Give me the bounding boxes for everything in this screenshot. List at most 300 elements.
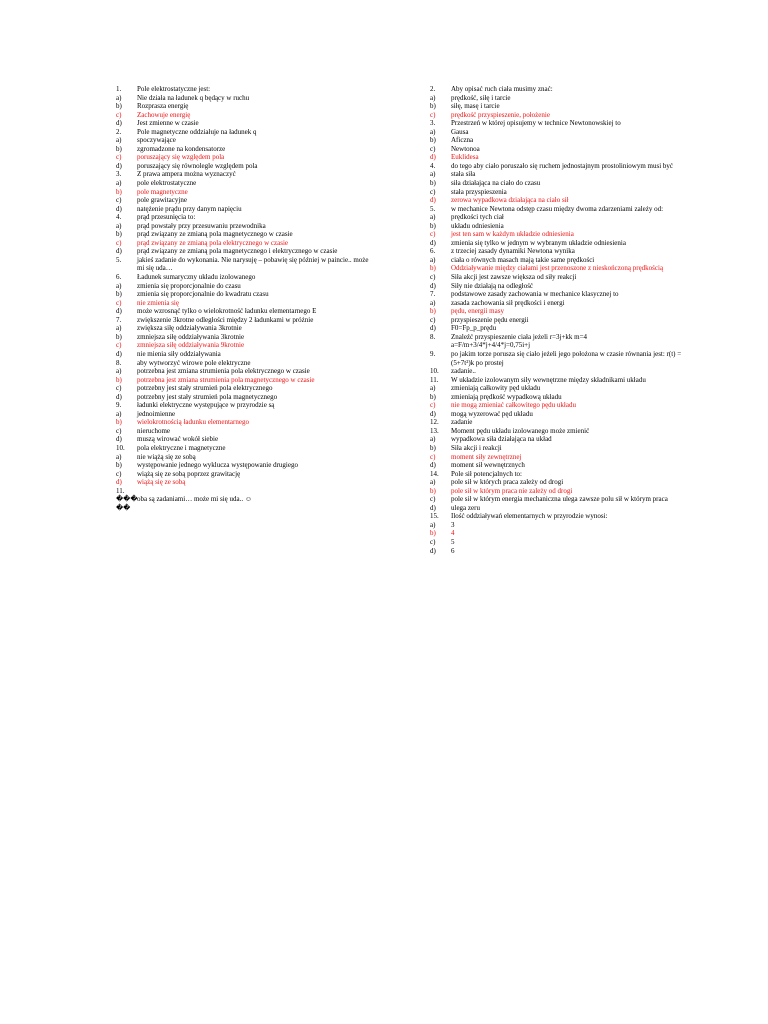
question-line [430, 247, 690, 256]
item-text: Gausa [451, 127, 469, 136]
item-text: siłę, masę i tarcie [451, 102, 500, 111]
item-text: pędu, energii masy [451, 307, 504, 316]
answer-line [116, 111, 376, 120]
item-label: b) [430, 264, 436, 273]
item-label: c) [430, 401, 436, 410]
answer-line [430, 307, 690, 316]
item-text: ładunki elektryczne występujące w przyrodzie są [137, 401, 275, 410]
item-label: 6. [116, 273, 122, 282]
item-label: a) [430, 520, 436, 529]
item-label: b) [430, 486, 436, 495]
item-label: d) [430, 503, 436, 512]
item-text: oba są zadaniami… może mi się uda.. ☺ [137, 495, 253, 504]
answer-line [116, 196, 376, 205]
item-label: c) [116, 426, 122, 435]
item-label: d) [430, 153, 436, 162]
question-line [116, 444, 376, 453]
answer-line [116, 333, 376, 342]
item-text: nie mienia siły oddziaływania [137, 349, 221, 358]
item-text: zmienia się proporcjonalnie do czasu [137, 281, 241, 290]
item-label: b) [116, 461, 122, 470]
question-line [116, 487, 376, 496]
item-text: podstawowe zasady zachowania w mechanice klasycznej to [451, 290, 619, 299]
answer-line [116, 367, 376, 376]
item-text: po jakim torze porusza się ciało jeżeli jego położona w czasie równania jest: r(t) = (5+7t²)k po prostej [451, 349, 682, 367]
item-label: 5. [430, 204, 436, 213]
item-label: b) [116, 102, 122, 111]
item-label: d) [116, 247, 122, 256]
item-label: d) [430, 196, 436, 205]
item-label: b) [116, 290, 122, 299]
item-text: W układzie izolowanym siły wewnętrzne między składnikami układu [451, 375, 646, 384]
item-label: c) [116, 238, 122, 247]
item-text: Znaleźć przyspieszenie ciała jeżeli r=3j+kk m=4 [451, 332, 588, 341]
item-label [430, 341, 451, 350]
item-text: zwiększenie 3krotne odległości między 2 ładunkami w próżnie [137, 315, 314, 324]
answer-line [430, 102, 690, 111]
answer-line [116, 350, 376, 359]
item-label: c) [430, 187, 436, 196]
item-label: c) [430, 273, 436, 282]
item-label: c) [430, 315, 436, 324]
answer-line [430, 264, 690, 273]
answer-line [430, 324, 690, 333]
answer-line [116, 324, 376, 333]
item-text: zasada zachowania sił prędkości i energi [451, 298, 565, 307]
item-text: Aby opisać ruch ciała musimy znać: [451, 85, 553, 93]
item-text: zadanie [451, 418, 473, 427]
answer-line [430, 529, 690, 538]
answer-line [116, 453, 376, 462]
item-label: c) [430, 537, 436, 546]
question-line [430, 418, 690, 427]
item-text: mogą wyzerować pęd układu [451, 409, 533, 418]
left-column [116, 85, 376, 512]
item-label: b) [116, 187, 122, 196]
item-label: d) [430, 546, 436, 555]
item-text: Nie działa na ładunek q będący w ruchu [137, 93, 250, 102]
item-text: pole elektrostatyczne [137, 179, 197, 188]
item-text: 6 [451, 546, 455, 555]
item-text: potrzebna jest zmiana strumienia pola elektrycznego w czasie [137, 367, 310, 376]
item-text: Pole magnetyczne oddziałuje na ładunek q [137, 127, 257, 136]
item-text: z trzeciej zasady dynamiki Newtona wynika [451, 247, 575, 256]
item-text: pole magnetyczne [137, 187, 188, 196]
answer-line [116, 119, 376, 128]
answer-line [430, 410, 690, 419]
item-text: jednoimienne [137, 409, 176, 418]
item-text: moment sił wewnętrznych [451, 461, 525, 470]
answer-line [116, 461, 376, 470]
item-text: prędkość przyspieszenie, położenie [451, 110, 550, 119]
question-line [430, 333, 690, 342]
item-label: b) [116, 144, 122, 153]
item-label: b) [430, 221, 436, 230]
item-text: Pole elektrostatyczne jest: [137, 85, 211, 93]
item-label: c) [430, 495, 436, 504]
answer-line [430, 145, 690, 154]
item-label: a) [430, 255, 436, 264]
item-label: c) [430, 144, 436, 153]
item-text: Newtonoa [451, 144, 480, 153]
item-text: Z prawa ampera można wyznaczyć [137, 170, 236, 179]
item-label: a) [430, 170, 436, 179]
item-label: a) [116, 281, 122, 290]
answer-line [430, 170, 690, 179]
answer-line [430, 128, 690, 137]
item-label: a) [116, 324, 122, 333]
item-label: c) [116, 153, 122, 162]
item-label: �� [116, 503, 131, 512]
item-label: a) [116, 93, 122, 102]
item-label: 14. [430, 469, 439, 478]
answer-line [116, 282, 376, 291]
item-text: zadanie.. [451, 367, 476, 376]
item-label: 4. [116, 213, 122, 222]
answer-line [430, 495, 690, 504]
answer-line [430, 401, 690, 410]
answer-line [116, 376, 376, 385]
item-text: Oddziaływanie między ciałami jest przenoszone z nieskończoną prędkością [451, 264, 664, 273]
answer-line [116, 153, 376, 162]
item-text: 3 [451, 520, 455, 529]
item-text: Pole sił potencjalnych to: [451, 469, 522, 478]
item-label: d) [430, 324, 436, 333]
item-text: Ilość oddziaływań elementarnych w przyrodzie wynosi: [451, 512, 608, 521]
item-label: c) [116, 196, 122, 205]
question-line [430, 512, 690, 521]
answer-line [430, 547, 690, 556]
item-label: b) [430, 392, 436, 401]
answer-line [116, 384, 376, 393]
answer-line [430, 538, 690, 547]
item-label: a) [116, 452, 122, 461]
answer-line [430, 94, 690, 103]
answer-line [430, 230, 690, 239]
answer-line [430, 384, 690, 393]
item-text: Ładunek sumaryczny układu izolowanego [137, 273, 256, 282]
item-label: 3. [116, 170, 122, 179]
item-text: jest ten sam w każdym układzie odniesienia [451, 230, 574, 239]
answer-line [116, 247, 376, 256]
item-label: d) [116, 161, 122, 170]
answer-line [430, 136, 690, 145]
answer-line [116, 341, 376, 350]
item-text: prąd przesunięcia to: [137, 213, 196, 222]
item-text: prąd związany ze zmianą pola elektrycznego w czasie [137, 238, 288, 247]
item-label: b) [430, 443, 436, 452]
item-label: 13. [430, 426, 439, 435]
item-label: 3. [430, 119, 436, 128]
item-text: zmniejsza siłę oddziaływania 9krotnie [137, 341, 245, 350]
item-label: a) [116, 409, 122, 418]
item-text: wiążą się ze sobą poprzez grawitację [137, 469, 241, 478]
item-label: a) [116, 136, 122, 145]
item-text: Moment pędu układu izolowanego może zmienić [451, 426, 590, 435]
item-text: pole grawitacyjne [137, 196, 187, 205]
item-text: 5 [451, 537, 455, 546]
question-line [116, 170, 376, 179]
item-text: siła działająca na ciało do czasu [451, 179, 541, 188]
answer-line [116, 290, 376, 299]
item-label: c) [116, 384, 122, 393]
answer-line [430, 453, 690, 462]
item-label: a) [116, 221, 122, 230]
answer-line [430, 273, 690, 282]
item-label: 1. [116, 85, 122, 93]
item-label: 4. [430, 161, 436, 170]
answer-line [430, 504, 690, 513]
answer-line [116, 478, 376, 487]
item-text: spoczywające [137, 136, 176, 145]
item-text: jakieś zadanie do wykonania. Nie narysuję – pobawię się później w paincie.. może mi się uda… [137, 255, 369, 273]
item-label: b) [430, 529, 436, 538]
item-text: potrzebny jest stały strumień pola elektrycznego [137, 384, 273, 393]
item-text: wielokrotnością ładunku elementarnego [137, 418, 249, 427]
item-label: b) [116, 332, 122, 341]
answer-line [116, 435, 376, 444]
answer-line [430, 316, 690, 325]
item-label: d) [430, 409, 436, 418]
answer-line [430, 299, 690, 308]
question-line [430, 367, 690, 376]
item-label: d) [116, 478, 122, 487]
answer-line [430, 478, 690, 487]
item-label: 8. [430, 332, 436, 341]
item-label: a) [430, 127, 436, 136]
item-text: 4 [451, 529, 455, 538]
question-line [430, 119, 690, 128]
item-label: d) [116, 307, 122, 316]
item-label: b) [430, 102, 436, 111]
item-text: Jest zmienne w czasie [137, 119, 199, 128]
item-text: poruszający się względem pola [137, 153, 225, 162]
answer-line [116, 307, 376, 316]
question-line [116, 85, 376, 94]
item-label: d) [116, 349, 122, 358]
item-text: wypadkowa siła działająca na układ [451, 435, 552, 444]
question-line [430, 205, 690, 214]
item-text: ciała o równych masach mają takie same prędkości [451, 255, 595, 264]
item-label: 8. [116, 358, 122, 367]
item-label: 15. [430, 512, 439, 521]
answer-line [116, 136, 376, 145]
answer-line [116, 418, 376, 427]
answer-line [116, 179, 376, 188]
item-text: prędkości tych ciał [451, 213, 504, 222]
item-text: Siła akcji jest zawsze większa od siły reakcji [451, 273, 577, 282]
item-text: moment siły zewnętrznej [451, 452, 522, 461]
right-column [430, 85, 690, 555]
question-line [430, 162, 690, 171]
item-text: Aficzna [451, 136, 474, 145]
answer-line [116, 495, 376, 504]
answer-line [116, 410, 376, 419]
item-label: 2. [430, 85, 436, 93]
item-label: a) [430, 478, 436, 487]
item-label: 9. [116, 401, 122, 410]
item-label: a) [116, 179, 122, 188]
answer-line [116, 393, 376, 402]
item-text: Zachowuje energię [137, 110, 191, 119]
item-text: aby wytworzyć wirowe pole elektryczne [137, 358, 251, 367]
answer-line [430, 487, 690, 496]
answer-line [116, 188, 376, 197]
item-text: zmienia się proporcjonalnie do kwadratu czasu [137, 290, 269, 299]
item-label: b) [430, 179, 436, 188]
answer-line [116, 239, 376, 248]
answer-line [116, 504, 376, 513]
item-label: d) [116, 435, 122, 444]
item-text [137, 504, 376, 513]
answer-line [116, 162, 376, 171]
item-text: muszą wirować wokół siebie [137, 435, 219, 444]
item-text: pole sił w których praca zależy od drogi [451, 478, 564, 487]
item-text: wiążą się ze sobą [137, 478, 186, 487]
answer-line [430, 239, 690, 248]
answer-line [116, 427, 376, 436]
question-line [116, 401, 376, 410]
item-label: d) [116, 392, 122, 401]
answer-line [430, 196, 690, 205]
item-label: 6. [430, 247, 436, 256]
question-line [116, 316, 376, 325]
item-label: a) [430, 435, 436, 444]
item-text: zmieniają prędkość wypadkową układu [451, 392, 562, 401]
item-label: d) [116, 204, 122, 213]
question-line [116, 359, 376, 368]
item-text: stała przyspieszenia [451, 187, 507, 196]
item-label: b) [430, 307, 436, 316]
item-text: nie mogą zmieniać całkowitego pędu układu [451, 401, 576, 410]
item-text: w mechanice Newtona odstęp czasu między dwoma zdarzeniami zależy od: [451, 204, 664, 213]
answer-line [116, 94, 376, 103]
item-text: nieruchome [137, 426, 171, 435]
answer-line [116, 222, 376, 231]
item-text: występowanie jednego wyklucza występowanie drugiego [137, 461, 298, 470]
item-text: pole sił w którym energia mechaniczna ulega zawsze polu sił w którym praca [451, 495, 668, 504]
item-label: a) [430, 213, 436, 222]
item-text: zwiększa siłę oddziaływania 3krotnie [137, 324, 242, 333]
item-text: pola elektryczne i magnetyczne [137, 443, 226, 452]
item-text: zmniejsza siłę oddziaływania 3krotnie [137, 332, 245, 341]
item-text: prąd związany ze zmianą pola magnetycznego i elektrycznego w czasie [137, 247, 338, 256]
item-text [137, 487, 376, 496]
item-label: 12. [430, 418, 439, 427]
item-text: a=F/m+3/4*j+4/4*j=0,75i+j [451, 341, 531, 350]
item-text: układu odniesienia [451, 221, 504, 230]
item-text: Euklidesa [451, 153, 479, 162]
item-text: Siły nie działają na odległość [451, 281, 534, 290]
item-label: a) [430, 93, 436, 102]
answer-line [430, 153, 690, 162]
item-text: poruszający się równolegle względem pola [137, 161, 258, 170]
answer-line [116, 102, 376, 111]
item-label: b) [116, 230, 122, 239]
item-label: 7. [116, 315, 122, 324]
item-label: 11. [430, 375, 439, 384]
item-text: może wzrosnąć tylko o wielokrotność ładunku elementarnego E [137, 307, 317, 316]
item-label: 2. [116, 127, 122, 136]
question-line [430, 470, 690, 479]
item-text: F0=Fp_p_prędu [451, 324, 497, 333]
question-line [116, 256, 376, 273]
item-text: zmieniają całkowity pęd układu [451, 384, 541, 393]
answer-line [116, 470, 376, 479]
item-text: prąd związany ze zmianą pola magnetycznego w czasie [137, 230, 293, 239]
item-label: 10. [430, 367, 439, 376]
item-text: Siła akcji i reakcji [451, 443, 502, 452]
item-label: b) [116, 375, 122, 384]
item-label: c) [116, 341, 122, 350]
item-text: zgromadzone na kondensatorze [137, 144, 226, 153]
item-text: natężenie prądu przy danym napięciu [137, 204, 242, 213]
item-text: ulega zeru [451, 503, 480, 512]
item-text: nie wiążą się ze sobą [137, 452, 196, 461]
item-label: b) [430, 136, 436, 145]
item-label: a) [430, 298, 436, 307]
item-label: 5. [116, 255, 122, 264]
answer-line [430, 282, 690, 291]
item-label: 11. [116, 486, 125, 495]
item-label: c) [116, 298, 122, 307]
answer-line [430, 213, 690, 222]
answer-line [430, 461, 690, 470]
item-label: 7. [430, 290, 436, 299]
answer-line [430, 256, 690, 265]
item-label: ��� [116, 495, 138, 504]
item-text: pole sił w którym praca nie zależy od drogi [451, 486, 573, 495]
question-line [430, 350, 690, 367]
item-label: d) [430, 461, 436, 470]
item-text: zmienia się tylko w jednym w wybranym układzie odniesienia [451, 238, 626, 247]
answer-line [116, 230, 376, 239]
item-text: Rozprasza energię [137, 102, 189, 111]
item-label: 9. [430, 349, 436, 358]
item-text: prąd powstały przy przesuwaniu przewodnika [137, 221, 266, 230]
answer-line [430, 435, 690, 444]
item-label: c) [430, 110, 436, 119]
item-label: d) [116, 119, 122, 128]
item-text: nie zmienia się [137, 298, 179, 307]
question-line [116, 128, 376, 137]
question-line [430, 85, 690, 94]
answer-line [116, 145, 376, 154]
answer-line [430, 341, 690, 350]
item-label: d) [430, 238, 436, 247]
answer-line [430, 111, 690, 120]
item-label: c) [430, 452, 436, 461]
item-label: 10. [116, 443, 125, 452]
item-label: c) [430, 230, 436, 239]
answer-line [116, 205, 376, 214]
item-text: do tego aby ciało poruszało się ruchem jednostajnym prostoliniowym musi być [451, 161, 674, 170]
item-label: a) [116, 367, 122, 376]
item-text: stała siła [451, 170, 476, 179]
question-line [430, 376, 690, 385]
answer-line [430, 179, 690, 188]
item-text: zerowa wypadkowa działająca na ciało sił [451, 196, 569, 205]
item-label: a) [430, 384, 436, 393]
item-text: przyspieszenie pędu energii [451, 315, 529, 324]
item-label: c) [116, 469, 122, 478]
question-line [116, 213, 376, 222]
question-line [430, 290, 690, 299]
item-text: Przestrzeń w której opisujemy w technice Newtonowskiej to [451, 119, 621, 128]
item-label: c) [116, 110, 122, 119]
question-line [116, 273, 376, 282]
item-label: b) [116, 418, 122, 427]
